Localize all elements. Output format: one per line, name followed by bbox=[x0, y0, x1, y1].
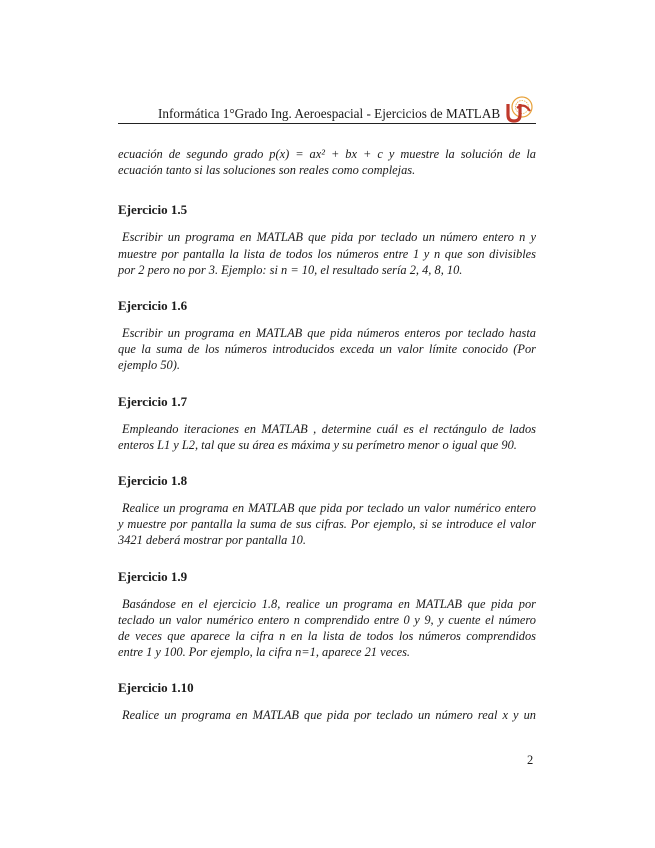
page-header bbox=[118, 94, 536, 126]
exercise-text-1-5 bbox=[118, 229, 536, 278]
exercise-line: ejemplo 50). bbox=[118, 358, 180, 373]
exercise-line: muestre por pantalla la lista de todos los números entre 1 y n que son divisibles bbox=[118, 246, 536, 261]
intro-line-1: ecuación de segundo grado p(x) = ax² + bx + c y muestre la solución de la bbox=[118, 147, 536, 161]
exercise-text-1-7 bbox=[118, 421, 536, 453]
exercise-line: que la suma de los números introducidos exceda un valor límite conocido (Por bbox=[118, 342, 536, 357]
exercise-text-1-9 bbox=[118, 596, 536, 661]
university-logo-icon bbox=[504, 94, 534, 124]
intro-line-2: ecuación tanto si las soluciones son reales como complejas. bbox=[118, 163, 416, 178]
exercise-heading-1-5: Ejercicio 1.5 bbox=[118, 202, 188, 218]
exercise-line: entre 1 y 100. Por ejemplo, la cifra n=1, aparece 21 veces. bbox=[118, 645, 411, 660]
exercise-line: Realice un programa en MATLAB que pida por teclado un número real x y un bbox=[122, 708, 536, 723]
exercise-line: 3421 deberá mostrar por pantalla 10. bbox=[118, 533, 306, 548]
page-number: 2 bbox=[527, 753, 534, 767]
exercise-text-1-6 bbox=[118, 325, 536, 374]
exercise-heading-1-7: Ejercicio 1.7 bbox=[118, 393, 188, 409]
exercise-line: teclado un valor numérico entero n comprendido entre 0 y 9, y cuente el número bbox=[118, 612, 536, 627]
exercise-line: enteros L1 y L2, tal que su área es máxima y su perímetro menor o igual que 90. bbox=[118, 437, 517, 452]
exercise-heading-1-6: Ejercicio 1.6 bbox=[118, 298, 188, 314]
exercise-line: por 2 pero no por 3. Ejemplo: si n = 10, el resultado sería 2, 4, 8, 10. bbox=[118, 262, 463, 277]
exercise-text-1-8 bbox=[118, 500, 536, 549]
exercise-line: Empleando iteraciones en MATLAB , determine cuál es el rectángulo de lados bbox=[122, 421, 536, 436]
exercise-line: Escribir un programa en MATLAB que pida por teclado un número entero n y bbox=[122, 230, 536, 245]
exercise-text-1-10 bbox=[118, 707, 536, 723]
exercise-heading-1-10: Ejercicio 1.10 bbox=[118, 680, 194, 696]
exercise-heading-1-8: Ejercicio 1.8 bbox=[118, 473, 188, 489]
exercise-heading-1-9: Ejercicio 1.9 bbox=[118, 568, 188, 584]
header-rule bbox=[118, 123, 536, 124]
exercise-line: de veces que aparece la cifra n en la lista de todos los números comprendidos bbox=[118, 629, 536, 644]
header-title: Informática 1°Grado Ing. Aeroespacial - Ejercicios de MATLAB bbox=[158, 106, 501, 121]
exercise-line: Realice un programa en MATLAB que pida por teclado un valor numérico entero bbox=[122, 501, 536, 516]
exercise-line: y muestre por pantalla la suma de sus cifras. Por ejemplo, si se introduce el valor bbox=[118, 517, 536, 532]
page-content bbox=[118, 146, 536, 724]
exercise-line: Escribir un programa en MATLAB que pida números enteros por teclado hasta bbox=[122, 326, 536, 341]
intro-paragraph bbox=[118, 146, 536, 178]
exercise-line: Basándose en el ejercicio 1.8, realice un programa en MATLAB que pida por bbox=[122, 596, 536, 611]
